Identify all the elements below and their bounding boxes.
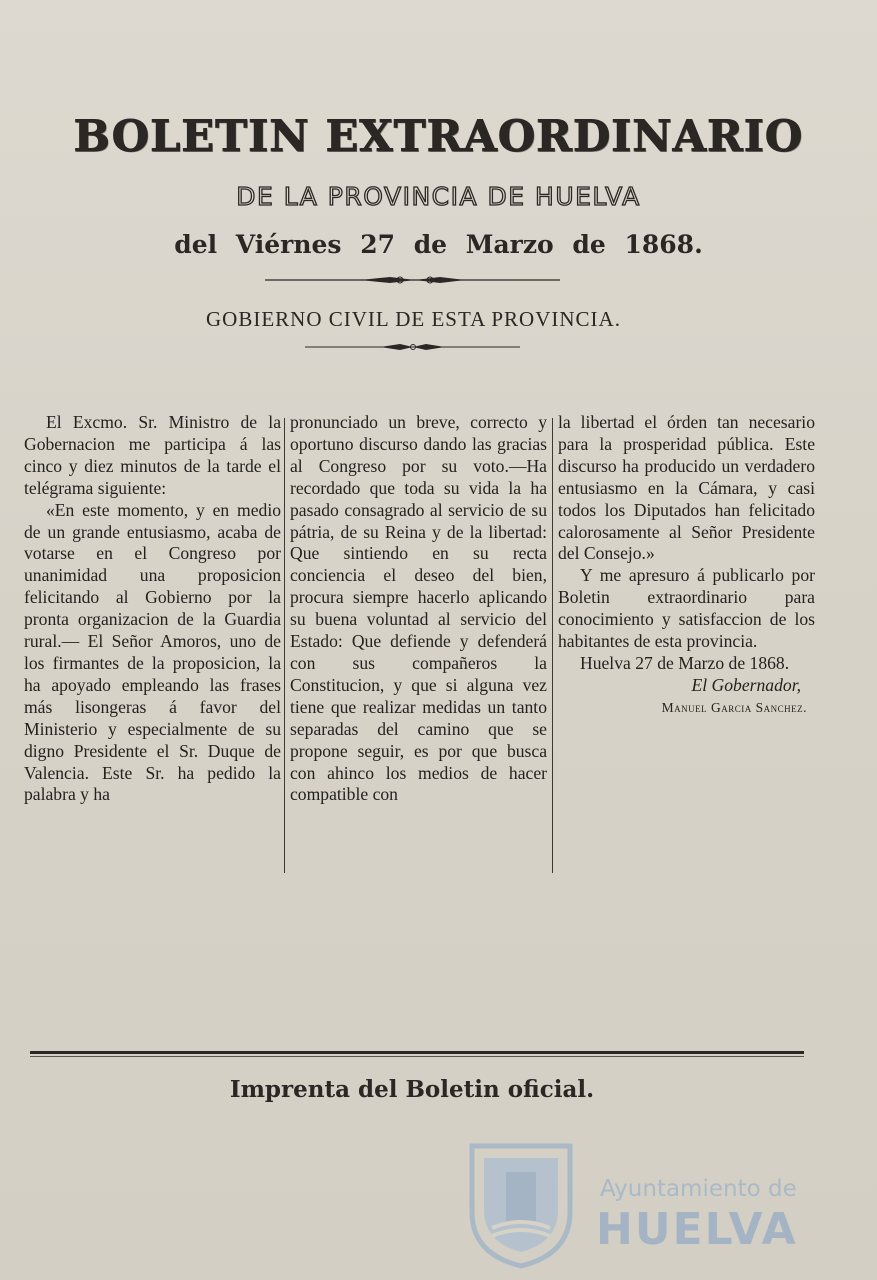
place-date: Huelva 27 de Marzo de 1868. (580, 652, 790, 673)
paragraph: «En este momento, y en medio de un grande entusiasmo, acaba de votarse en el Congreso por unanimidad una proposicion felicitando al Gobierno por la pronta organizacion de la Guardia rural.— El Señor Amoros, uno de los firmantes de la proposicion, la ha apoyado empleando las frases más lisongeras á favor del Ministerio y especialmente de su digno Presidente el Sr. Duque de Valencia. Este Sr. ha pedido la palabra y ha (24, 499, 281, 805)
bulletin-subtitle: DE LA PROVINCIA DE HUELVA (236, 182, 641, 211)
section-title: GOBIERNO CIVIL DE ESTA PROVINCIA. (206, 307, 621, 331)
coat-of-arms-icon (462, 1132, 580, 1270)
text-column-2 (290, 412, 547, 882)
signer-name: Manuel Garcia Sanchez. (661, 699, 807, 715)
footer-rule (30, 1051, 804, 1054)
paragraph: la libertad el órden tan necesario para la prosperidad pública. Este discurso ha producido un verdadero entusiasmo en la Cámara, y casi todos los Diputados han felicitado calorosamente al Señor Presidente del Consejo.» (558, 412, 815, 564)
signer-role: El Gobernador, (691, 674, 801, 695)
ornament-rule-top (265, 272, 560, 288)
column-divider (284, 418, 285, 873)
ornament-rule-bottom (305, 340, 520, 354)
bulletin-title: BOLETIN EXTRAORDINARIO (73, 112, 804, 162)
paragraph: El Excmo. Sr. Ministro de la Gobernacion me participa á las cinco y diez minutos de la tarde el telégrama siguiente: (24, 412, 281, 498)
footer-rule-thin (30, 1056, 804, 1057)
imprint-line: Imprenta del Boletin oficial. (229, 1076, 595, 1103)
paragraph: Y me apresuro á publicarlo por Boletin extraordinario para conocimiento y satisfaccion de los habitantes de esta provincia. (558, 565, 815, 652)
text-column-3 (558, 412, 815, 882)
column-divider (552, 418, 553, 873)
watermark-line-1: Ayuntamiento de (600, 1176, 797, 1202)
text-column-1 (24, 412, 281, 882)
archive-watermark (462, 1132, 802, 1272)
bulletin-dateline: del Viérnes 27 de Marzo de 1868. (174, 230, 703, 259)
watermark-line-2: HUELVA (596, 1204, 798, 1255)
paragraph: pronunciado un breve, correcto y oportuno discurso dando las gracias al Congreso por su voto.—Ha recordado que toda su vida la ha pasado consagrado al servicio de su pátria, de su Reina y de la libertad: Que sintiendo en su recta conciencia el deseo del bien, procura siempre hacerlo aplicando su buena voluntad al servicio del Estado: Que defiende y defenderá con sus compañeros la Constitucion, y que si alguna vez tiene que realizar medidas un tanto separadas del camino que se propone seguir, es por que busca con ahinco los medios de hacer compatible con (290, 412, 547, 805)
